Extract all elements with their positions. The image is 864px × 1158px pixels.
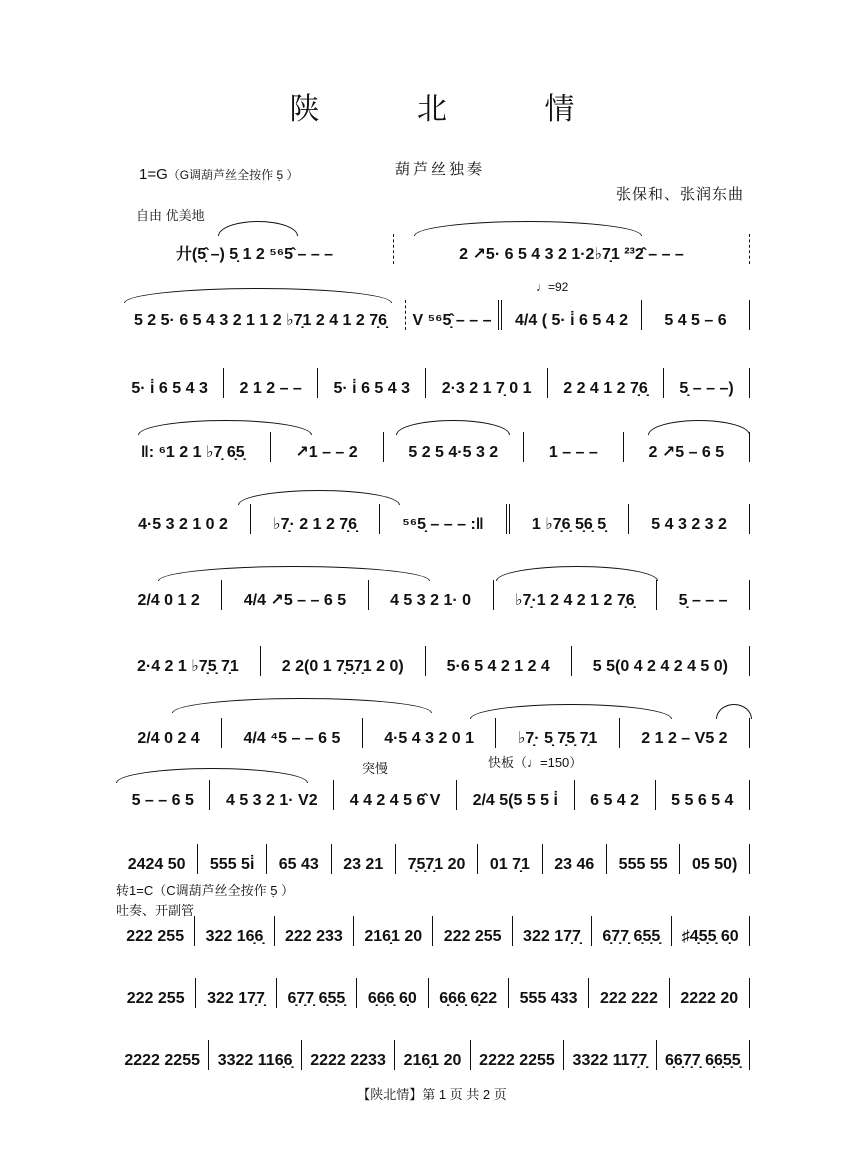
score-row-6 [116, 576, 750, 610]
measure: 5 5 6 5 4 [656, 780, 750, 810]
measure: 5· i̇ 6 5 4 3 [318, 368, 426, 398]
measure: 6̣6̣6̣ 6̣0 [357, 978, 428, 1008]
score-row-12 [116, 974, 750, 1008]
measure: 2·4 2 1 ♭7̣5̣ 7̣1 [116, 646, 261, 676]
score-row-7 [116, 642, 750, 676]
measure: 05 50) [680, 844, 750, 874]
score-row-10 [116, 840, 750, 874]
measure: 2222 2233 [302, 1040, 395, 1070]
measure: 4·5 3 2 1 0 2 [116, 504, 251, 534]
measure: 5· i̇ 6 5 4 3 [116, 368, 224, 398]
technique-marking: 吐奏、开副管 [116, 903, 195, 918]
measure: 6̣7̣7̣ 6̣5̣5̣ [592, 916, 671, 946]
measure: ♭7̣· 2 1 2 7̣6̣ [251, 504, 380, 534]
sudden-slow-marking: 突慢 [362, 761, 389, 776]
measure: 555 5i̇ [198, 844, 267, 874]
slur [172, 698, 432, 713]
slur [124, 288, 392, 303]
measure: 5 2 5· 6 5 4 3 2 1 1 2 ♭7̣1 2 4 1 2 7̣6̣ [116, 300, 406, 330]
measure: 2222 20 [670, 978, 750, 1008]
slur [470, 704, 672, 719]
slur [218, 221, 298, 236]
measure: 5 4 5 – 6 [642, 300, 750, 330]
measure: ⁵⁶5̣ – – – :‖ [380, 504, 510, 534]
measure: 2/4 5(5 5 5 i̇ [457, 780, 575, 810]
measure: 2222 2255 [116, 1040, 209, 1070]
expression-marking: 自由 优美地 [136, 208, 205, 223]
measure: 2 2 4 1 2 7̣6̣ [548, 368, 664, 398]
measure: 1 ♭7̣6̣ 5̣6̣ 5̣ [510, 504, 629, 534]
page-footer: 【陕北情】第 1 页 共 2 页 [357, 1087, 507, 1102]
measure: 5 4 3 2 3 2 [629, 504, 750, 534]
measure: 4 5 3 2 1· V2 [210, 780, 334, 810]
measure: 6̣6̣7̣7̣ 6̣6̣5̣5̣ [657, 1040, 750, 1070]
measure: 2 ↗5 – 6 5 [624, 432, 750, 462]
measure: 7̣5̣7̣1 20 [396, 844, 478, 874]
measure: 6 5 4 2 [575, 780, 656, 810]
slur [496, 566, 658, 581]
measure: 322 17̣7̣ [513, 916, 592, 946]
measure: 216̣1 20 [354, 916, 433, 946]
measure: 4 5 3 2 1· 0 [369, 580, 494, 610]
key-signature [139, 166, 298, 183]
measure: 4/4 ⁴5 – – 6 5 [222, 718, 363, 748]
slur [648, 420, 750, 435]
measure: 222 255 [116, 978, 196, 1008]
measure: 322 16̣6̣ [195, 916, 274, 946]
slur [138, 420, 312, 435]
measure: 6̣6̣6̣ 6̣22 [429, 978, 509, 1008]
measure: 5 5(0 4 2 4 2 4 5 0) [572, 646, 750, 676]
measure: 222 255 [433, 916, 512, 946]
measure: 2·3 2 1 7̣ 0 1 [426, 368, 548, 398]
key-value: 1=G [139, 166, 168, 183]
subtitle: 葫芦丝独奏 [395, 161, 486, 178]
slur [158, 566, 430, 581]
measure: 2/4 0 1 2 [116, 580, 222, 610]
measure: ♭7̣· 5̣ 7̣5̣ 7̣1 [496, 718, 619, 748]
measure: 5̣ – – –) [664, 368, 750, 398]
measure: 4·5 4 3 2 0 1 [363, 718, 497, 748]
measure: 555 55 [607, 844, 680, 874]
fast-tempo-marking: 快板（♩=150） [488, 755, 583, 770]
measure: 216̣1 20 [395, 1040, 471, 1070]
measure: 廾(5̣̂ –) 5̣ 1 2 ⁵⁶5̂ – – – [116, 234, 394, 264]
score-row-13 [116, 1036, 750, 1070]
measure: 222 255 [116, 916, 195, 946]
measure: ♭7̣·1 2 4 2 1 2 7̣6̣ [494, 580, 658, 610]
measure: 5 – – 6 5 [116, 780, 210, 810]
measure: 222 233 [275, 916, 354, 946]
slur [116, 768, 308, 783]
measure: 4/4 ( 5· i̇ 6 5 4 2 [502, 300, 642, 330]
page-title: 陕 北 情 [289, 92, 619, 127]
measure: 23 46 [543, 844, 607, 874]
tempo-marking: ♩=92 [536, 280, 569, 294]
measure: 01 7̣1 [478, 844, 542, 874]
modulation-marking: 转1=C（C调葫芦丝全按作 5̣ ） [116, 883, 295, 898]
measure: 23 21 [332, 844, 396, 874]
measure: 2 ↗5· 6 5 4 3 2 1·2♭7̣1 ²³2̂ – – – [394, 234, 750, 264]
slur [238, 490, 400, 505]
measure: 5·6 5 4 2 1 2 4 [426, 646, 572, 676]
measure: ♯4̣5̣5̣ 6̣0 [672, 916, 750, 946]
score-row-3 [116, 364, 750, 398]
measure: 2 1 2 – – [224, 368, 318, 398]
measure: 2222 2255 [471, 1040, 564, 1070]
score-row-8 [116, 714, 750, 748]
measure: 222 222 [589, 978, 669, 1008]
measure: 65 43 [267, 844, 331, 874]
key-note: （G调葫芦丝全按作 5̣ ） [167, 168, 299, 182]
measure: 6̣7̣7̣ 6̣5̣5̣ [277, 978, 357, 1008]
measure: 3322 117̣7̣ [564, 1040, 656, 1070]
score-row-11 [116, 912, 750, 946]
measure: 322 17̣7̣ [196, 978, 276, 1008]
measure: 2 1 2 – V5 2 [620, 718, 750, 748]
score-row-5 [116, 500, 750, 534]
composer: 张保和、张润东曲 [615, 186, 744, 203]
measure: ‖: ⁶1 2 1 ♭7̣ 6̣5̣ [116, 432, 271, 462]
slur [396, 420, 510, 435]
slur [716, 704, 752, 719]
measure: 2 2(0 1 7̣5̣7̣1 2 0) [261, 646, 426, 676]
measure: 3322 116̣6̣ [209, 1040, 301, 1070]
measure: 1 – – – [524, 432, 624, 462]
measure: 5̣ – – – [657, 580, 750, 610]
measure: 5 2 5 4·5 3 2 [384, 432, 525, 462]
slur [414, 221, 642, 236]
measure: 2424 50 [116, 844, 198, 874]
measure: 555 433 [509, 978, 589, 1008]
measure: 2/4 0 2 4 [116, 718, 222, 748]
measure: 4 4 2 4 5 6̂ V [334, 780, 457, 810]
measure: ↗1 – – 2 [271, 432, 384, 462]
measure: 4/4 ↗5 – – 6 5 [222, 580, 368, 610]
measure: V ⁵⁶5̣̂ – – – [406, 300, 502, 330]
